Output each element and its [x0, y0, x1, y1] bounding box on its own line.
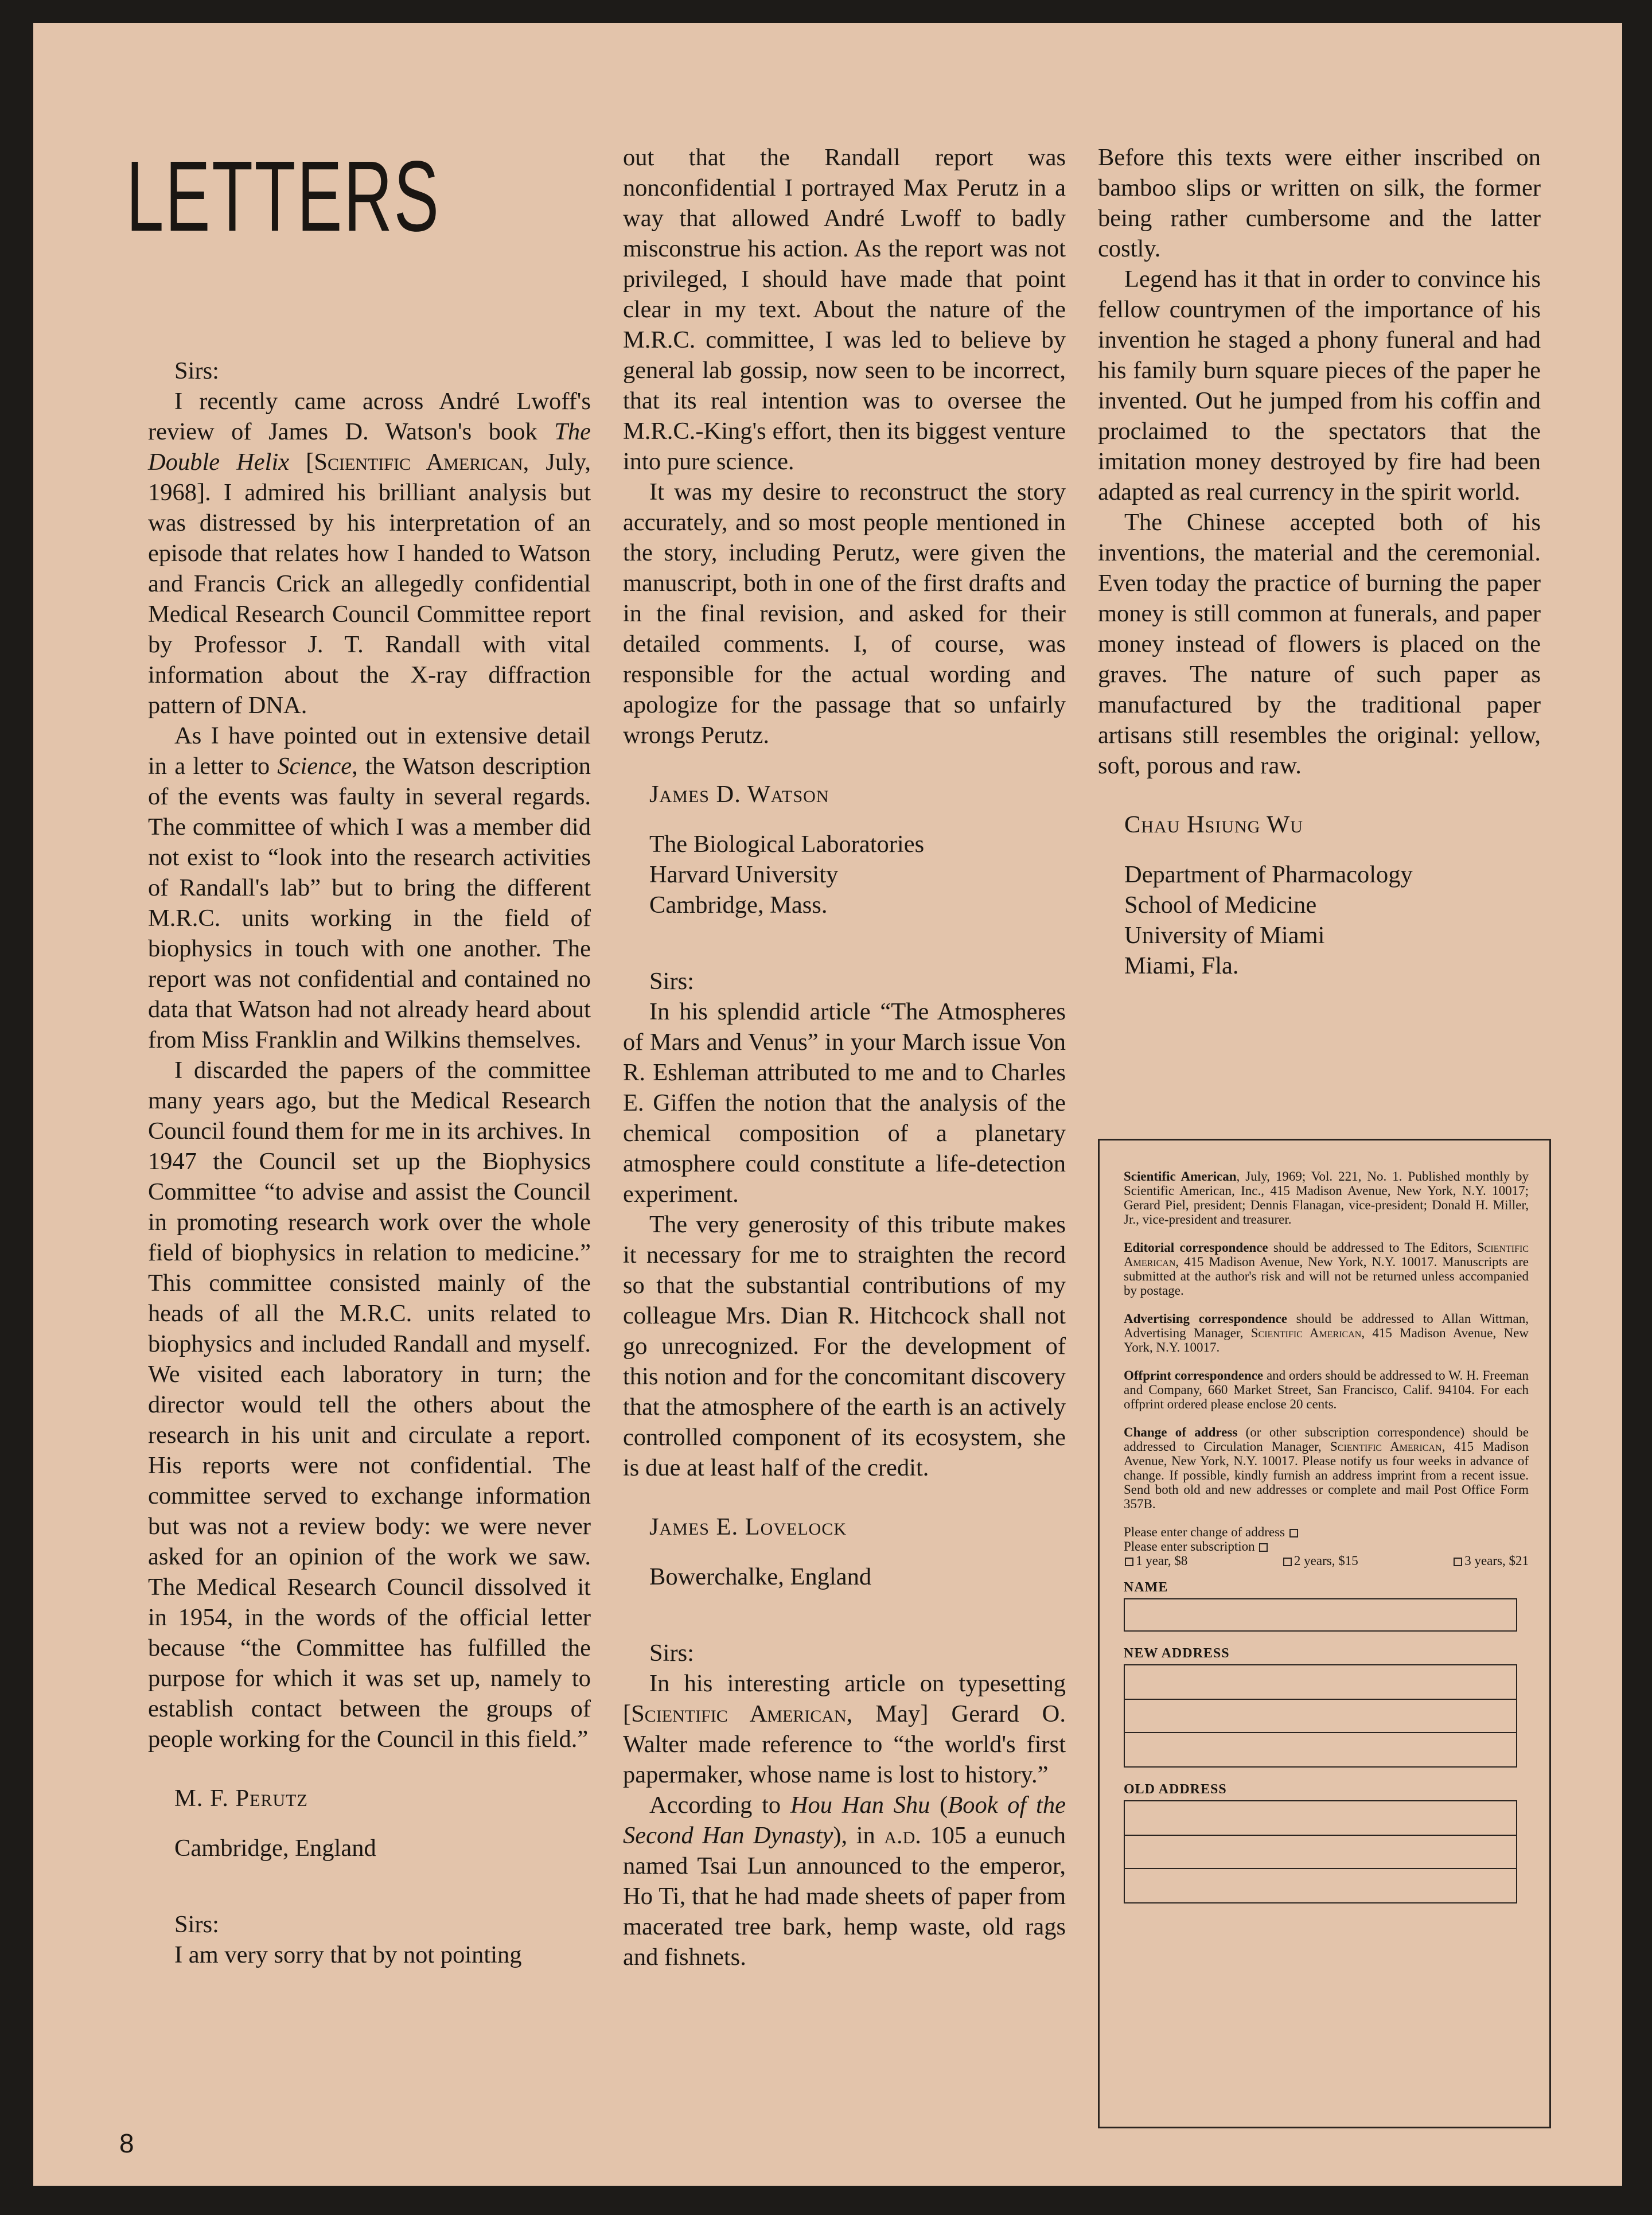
page-title: LETTERS [126, 140, 441, 252]
letter-4-paragraph: According to Hou Han Shu (Book of the Second Han Dynasty), in a.d. 105 a eunuch named Tsai Lun announced to the emperor, Ho Ti, that he had made sheets of paper from macerated tree bark, hemp waste, old rags and fishnets. [623, 1792, 1066, 1971]
price-option[interactable] [1282, 1554, 1358, 1568]
new-address-field[interactable] [1124, 1664, 1517, 1768]
price-option[interactable] [1452, 1554, 1529, 1568]
price-label: 2 years, $15 [1293, 1554, 1358, 1568]
letter-4-salutation: Sirs: [649, 1640, 694, 1667]
name-label: NAME [1124, 1580, 1168, 1595]
column-1 [148, 23, 591, 2186]
letter-4-paragraph: In his interesting article on typesetting [Scientific American, May] Gerard O. Walter made reference to “the world's first papermaker, whose name is lost to history.” [623, 1670, 1066, 1788]
letter-2-salutation: Sirs: [174, 1911, 219, 1938]
letter-2-address-line: Cambridge, Mass. [649, 892, 828, 918]
letter-3-salutation: Sirs: [649, 968, 694, 995]
column-3-flow [1098, 142, 1541, 981]
change-of-address-checkbox[interactable] [1289, 1529, 1298, 1537]
subscription-label: Please enter subscription [1124, 1539, 1255, 1554]
column-2-flow [623, 142, 1066, 1972]
column-2 [623, 23, 1066, 2186]
old-address-label: OLD ADDRESS [1124, 1782, 1227, 1797]
box-paragraph: Change of address (or other subscription correspondence) should be addressed to Circulation Manager, Scientific American, 415 Madison Avenue, New York, N.Y. 10017. Please notify us four weeks in advance of change. If possible, kindly furnish an address imprint from a recent issue. Send both old and new addresses or complete and mail Post Office Form 357B. [1124, 1425, 1529, 1511]
box-paragraph: Editorial correspondence should be addressed to The Editors, Scientific American, 415 Madison Avenue, New York, N.Y. 10017. Manuscripts are submitted at the author's risk and will not be returned unless accompanied by postage. [1124, 1240, 1529, 1298]
letter-2-paragraph: It was my desire to reconstruct the story accurately, and so most people mentioned in the story, including Perutz, were given the manuscript, both in one of the first drafts and in the final revision, and asked for their detailed comments. I, of course, was responsible for the actual wording and apologize for the passage that so unfairly wrongs Perutz. [623, 478, 1066, 749]
letter-3-address-line: Bowerchalke, England [649, 1563, 872, 1590]
publisher-info-box [1098, 1139, 1551, 2128]
letter-4-signature: Chau Hsiung Wu [1124, 811, 1303, 838]
letter-3-paragraph: The very generosity of this tribute makes it necessary for me to straighten the record so that the substantial contributions of my colleague Mrs. Dian R. Hitchcock shall not go unrecognized. For the development of this notion and for the concomitant discovery that the atmosphere of the earth is an actively controlled component of its ecosystem, she is due at least half of the credit. [623, 1211, 1066, 1481]
letter-1-paragraph: I recently came across André Lwoff's review of James D. Watson's book The Double Helix [Scientific American, July, 1968]. I admired his brilliant analysis but was distressed by his interpretation of an episode that relates how I handed to Watson and Francis Crick an allegedly confidential Medical Research Council Committee report by Professor J. T. Randall with vital information about the X-ray diffraction pattern of DNA. [148, 388, 591, 719]
letter-1-paragraph: As I have pointed out in extensive detail in a letter to Science, the Watson description of the events was faulty in several regards. The committee of which I was a member did not exist to “look into the research activities of Randall's lab” but to bring the different M.R.C. units working in the field of biophysics in touch with one another. The report was not confidential and contained no data that Watson had not already heard about from Miss Franklin and Wilkins themselves. [148, 722, 591, 1053]
letter-4-paragraph: Before this texts were either inscribed on bamboo slips or written on silk, the former being rather cumbersome and the latter costly. [1098, 144, 1541, 262]
letter-4-address-line: School of Medicine [1124, 892, 1317, 918]
letter-1-address-line: Cambridge, England [174, 1835, 376, 1862]
letter-2-signature: James D. Watson [649, 781, 829, 808]
price-checkbox[interactable] [1125, 1558, 1133, 1566]
column-1-flow [148, 356, 591, 1970]
subscription-checkbox[interactable] [1259, 1543, 1268, 1552]
letter-3-paragraph: In his splendid article “The Atmospheres of Mars and Venus” in your March issue Von R. Eshleman attributed to me and to Charles E. Giffen the notion that the analysis of the chemical composition of a planetary atmosphere could constitute a life-detection experiment. [623, 998, 1066, 1208]
price-checkbox[interactable] [1283, 1558, 1292, 1566]
subscription-option[interactable] [1124, 1539, 1529, 1554]
price-option[interactable] [1124, 1554, 1187, 1568]
letter-2-address-line: Harvard University [649, 861, 839, 888]
letter-4-paragraph: Legend has it that in order to convince his fellow countrymen of the importance of his invention he staged a phony funeral and had his family burn square pieces of the paper he invented. Out he jumped from his coffin and proclaimed to the spectators that the imitation money destroyed by fire had been adapted as real currency in the spirit world. [1098, 266, 1541, 505]
letter-1-signature: M. F. Perutz [174, 1785, 308, 1812]
letter-4-paragraph: The Chinese accepted both of his inventions, the material and the ceremonial. Even today the practice of burning the paper money is still common at funerals, and paper money instead of flowers is placed on the graves. The nature of such paper as manufactured by the traditional paper artisans still resembles the original: yellow, soft, porous and raw. [1098, 509, 1541, 779]
old-address-field[interactable] [1124, 1800, 1517, 1903]
letter-1-salutation: Sirs: [174, 357, 219, 384]
price-options [1124, 1554, 1529, 1568]
letter-2-paragraph: I am very sorry that by not pointing [174, 1941, 522, 1968]
letter-4-address-line: Department of Pharmacology [1124, 861, 1413, 888]
new-address-label: NEW ADDRESS [1124, 1646, 1230, 1661]
magazine-page [33, 23, 1622, 2186]
box-paragraph: Advertising correspondence should be addressed to Allan Wittman, Advertising Manager, Scientific American, 415 Madison Avenue, New York, N.Y. 10017. [1124, 1311, 1529, 1354]
change-of-address-label: Please enter change of address [1124, 1525, 1285, 1539]
box-paragraph: Offprint correspondence and orders should be addressed to W. H. Freeman and Company, 660 Market Street, San Francisco, Calif. 94104. For each offprint ordered please enclose 20 cents. [1124, 1368, 1529, 1411]
page-number: 8 [119, 2128, 134, 2158]
letter-3-signature: James E. Lovelock [649, 1513, 847, 1540]
price-label: 1 year, $8 [1136, 1554, 1188, 1568]
letter-2-paragraph: out that the Randall report was nonconfidential I portrayed Max Perutz in a way that allowed André Lwoff to badly misconstrue his action. As the report was not privileged, I should have made that point clear in my text. About the nature of the M.R.C. committee, I was led to believe by general lab gossip, now seen to be incorrect, that its real intention was to oversee the M.R.C.-King's effort, then its biggest venture into pure science. [623, 144, 1066, 475]
letter-2-address-line: The Biological Laboratories [649, 831, 925, 858]
letter-4-address-line: University of Miami [1124, 922, 1325, 949]
letter-4-address-line: Miami, Fla. [1124, 952, 1239, 979]
price-label: 3 years, $21 [1464, 1554, 1529, 1568]
box-paragraph: Scientific American, July, 1969; Vol. 221, No. 1. Published monthly by Scientific American, Inc., 415 Madison Avenue, New York, N.Y. 10017; Gerard Piel, president; Dennis Flanagan, vice-president; Donald H. Miller, Jr., vice-president and treasurer. [1124, 1169, 1529, 1227]
letter-1-paragraph: I discarded the papers of the committee many years ago, but the Medical Research Council found them for me in its archives. In 1947 the Council set up the Biophysics Committee “to advise and assist the Council in promoting research work over the whole field of biophysics in relation to medicine.” This committee consisted mainly of the heads of all the M.R.C. units related to biophysics and included Randall and myself. We visited each laboratory in turn; the director would tell the others about the research in his unit and circulate a report. His reports were not confidential. The committee served to exchange information but was not a review body: we were never asked for an opinion of the work we saw. The Medical Research Council dissolved it in 1954, in the words of the official letter because “the Committee has fulfilled the purpose for which it was set up, namely to establish contact between the groups of people working for the Council in this field.” [148, 1057, 591, 1753]
change-of-address-option[interactable] [1124, 1525, 1529, 1539]
price-checkbox[interactable] [1454, 1558, 1462, 1566]
name-field[interactable] [1124, 1598, 1517, 1632]
